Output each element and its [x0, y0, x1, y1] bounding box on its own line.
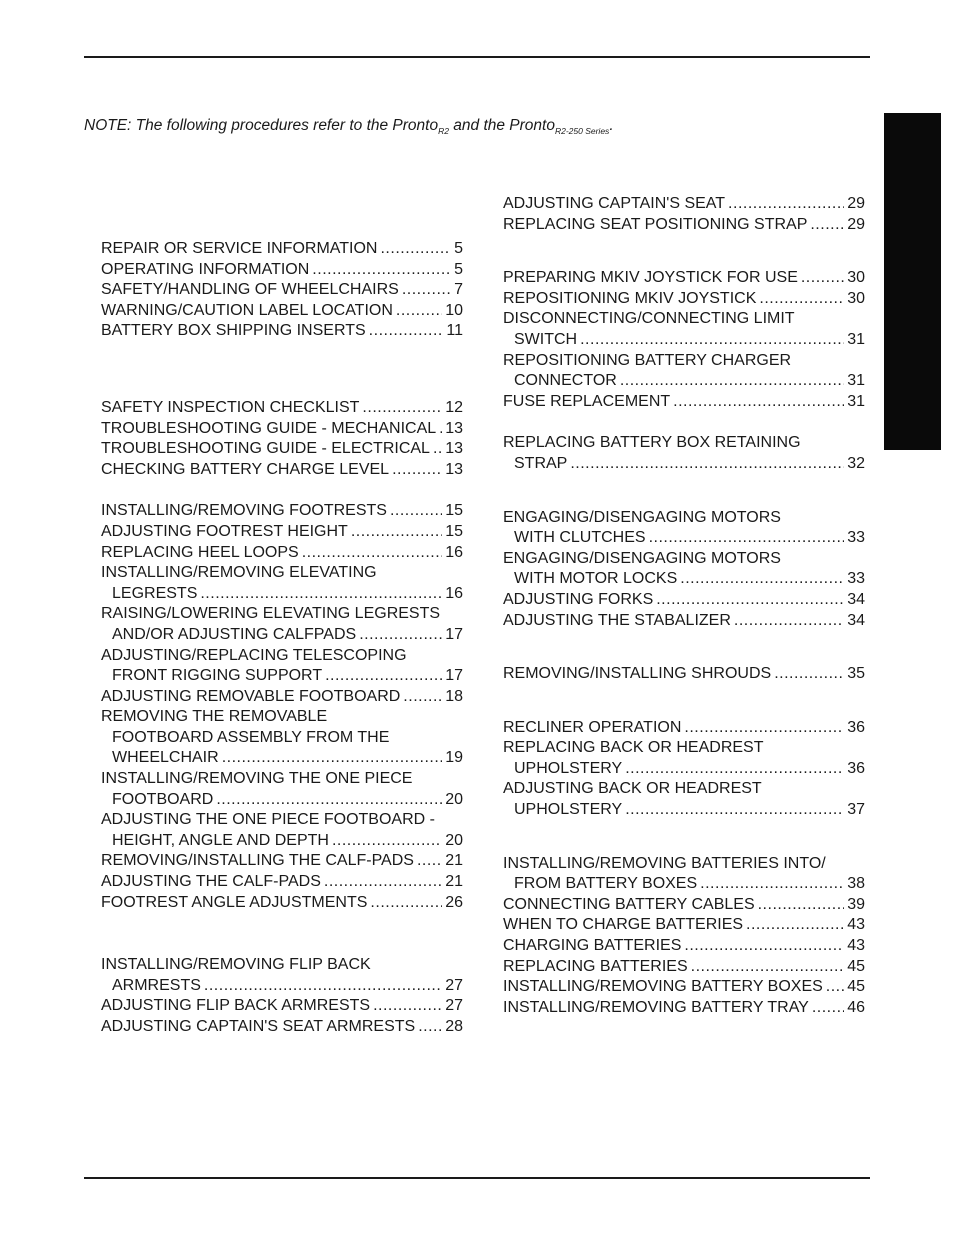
toc-entry[interactable] — [503, 854, 865, 895]
toc-entry-row — [101, 301, 463, 322]
toc-entry-title: TROUBLESHOOTING GUIDE - ELECTRICAL — [101, 440, 430, 458]
toc-entry[interactable] — [503, 998, 865, 1019]
toc-entry-title: CHECKING BATTERY CHARGE LEVEL — [101, 460, 390, 478]
toc-group — [503, 664, 865, 685]
toc-entry-row — [503, 759, 865, 780]
dot-leader — [620, 371, 844, 392]
toc-entry-title-line: DISCONNECTING/CONNECTING LIMIT — [503, 310, 795, 328]
toc-entry-title-line: REPOSITIONING BATTERY CHARGER — [503, 351, 792, 369]
toc-entry[interactable] — [101, 851, 463, 872]
toc-entry[interactable] — [101, 563, 463, 604]
toc-entry-row — [503, 528, 865, 549]
dot-leader — [369, 321, 444, 342]
dot-leader — [362, 398, 442, 419]
toc-page-number: 28 — [445, 1018, 463, 1035]
note-middle: and the Pronto — [448, 117, 555, 134]
toc-entry-title: HEIGHT, ANGLE AND DEPTH — [112, 831, 329, 849]
dot-leader — [392, 460, 442, 481]
toc-entry-title: SWITCH — [514, 330, 578, 348]
toc-entry-title: TROUBLESHOOTING GUIDE - MECHANICAL — [101, 419, 437, 437]
dot-leader — [439, 419, 442, 440]
toc-entry-row — [503, 800, 865, 821]
dot-leader — [433, 439, 442, 460]
toc-page-number: 5 — [454, 240, 463, 257]
note-prefix: NOTE: The following procedures refer to the Pronto — [84, 117, 439, 134]
toc-page-number: 33 — [847, 529, 865, 547]
toc-entry-row — [101, 280, 463, 301]
toc-entry[interactable] — [503, 957, 865, 978]
toc-group — [503, 268, 865, 412]
toc-entry[interactable] — [101, 687, 463, 708]
dot-leader — [351, 522, 442, 543]
toc-page-number: 45 — [847, 978, 865, 996]
toc-page-number: 39 — [847, 895, 865, 913]
toc-entry-row — [101, 398, 463, 419]
toc-page-number: 29 — [847, 195, 865, 212]
toc-entry[interactable] — [101, 1017, 463, 1038]
toc-page-number: 38 — [847, 875, 865, 893]
toc-page-number: 36 — [847, 759, 865, 777]
toc-entry[interactable] — [101, 996, 463, 1017]
toc-entry-title: UPHOLSTERY — [514, 759, 623, 777]
toc-entry-row — [503, 569, 865, 590]
dot-leader — [332, 831, 442, 852]
toc-entry[interactable] — [101, 321, 463, 342]
toc-page-number: 34 — [847, 590, 865, 608]
dot-leader — [359, 625, 442, 646]
toc-entry-row — [101, 522, 463, 543]
toc-entry-title: STRAP — [514, 454, 568, 472]
toc-entry-title: CONNECTOR — [514, 372, 617, 390]
dot-leader — [684, 718, 844, 739]
toc-entry-row — [503, 215, 865, 236]
toc-entry[interactable] — [101, 419, 463, 440]
toc-entry-row — [101, 748, 463, 769]
toc-entry-title: FOOTREST ANGLE ADJUSTMENTS — [101, 893, 368, 911]
toc-entry-title: ADJUSTING THE STABALIZER — [503, 611, 731, 629]
dot-leader — [402, 280, 451, 301]
dot-leader — [700, 874, 844, 895]
dot-leader — [625, 759, 844, 780]
toc-entry[interactable] — [503, 309, 865, 350]
dot-leader — [680, 569, 844, 590]
toc-entry[interactable] — [503, 215, 865, 236]
toc-entry-title-line: REPLACING BATTERY BOX RETAINING — [503, 434, 801, 452]
toc-entry-row — [503, 289, 865, 310]
toc-entry[interactable] — [101, 893, 463, 914]
toc-entry[interactable] — [503, 194, 865, 215]
dot-leader — [774, 664, 844, 685]
toc-entry[interactable] — [101, 707, 463, 769]
toc-entry-title: REPAIR OR SERVICE INFORMATION — [101, 240, 378, 257]
toc-entry-row — [101, 872, 463, 893]
toc-group — [503, 508, 865, 632]
dot-leader — [324, 872, 442, 893]
toc-entry-title: RECLINER OPERATION — [503, 718, 682, 736]
toc-entry-title-line: INSTALLING/REMOVING THE ONE PIECE — [101, 770, 413, 788]
toc-entry[interactable] — [503, 718, 865, 739]
toc-entry-row — [503, 590, 865, 611]
dot-leader — [302, 543, 443, 564]
toc-entry-row — [101, 851, 463, 872]
toc-entry[interactable] — [503, 289, 865, 310]
toc-entry-row — [101, 260, 463, 281]
toc-entry[interactable] — [503, 590, 865, 611]
toc-entry-title: WARNING/CAUTION LABEL LOCATION — [101, 301, 393, 319]
toc-entry-row — [101, 460, 463, 481]
toc-entry-title: ADJUSTING CAPTAIN'S SEAT — [503, 195, 726, 212]
toc-page-number: 26 — [445, 893, 463, 911]
toc-page-number: 15 — [445, 502, 463, 520]
toc-entry[interactable] — [503, 738, 865, 779]
toc-entry-title: SAFETY INSPECTION CHECKLIST — [101, 398, 360, 416]
toc-entry[interactable] — [101, 280, 463, 301]
toc-entry-row — [101, 543, 463, 564]
toc-entry[interactable] — [503, 779, 865, 820]
toc-group — [101, 239, 463, 342]
toc-entry-title-line: ADJUSTING THE ONE PIECE FOOTBOARD - — [101, 811, 435, 829]
toc-page-number: 32 — [847, 454, 865, 472]
toc-entry-title: OPERATING INFORMATION — [101, 260, 310, 278]
toc-entry-row — [503, 915, 865, 936]
dot-leader — [810, 215, 844, 236]
toc-entry-row — [503, 194, 865, 215]
toc-page-number: 31 — [847, 372, 865, 390]
toc-page-number: 43 — [847, 916, 865, 934]
toc-page-number: 17 — [445, 667, 463, 685]
toc-entry-title-line: REMOVING THE REMOVABLE — [101, 708, 328, 726]
toc-entry-title: REPLACING SEAT POSITIONING STRAP — [503, 215, 808, 233]
toc-page-number: 5 — [454, 260, 463, 278]
toc-page-number: 29 — [847, 215, 865, 233]
toc-entry[interactable] — [503, 351, 865, 392]
toc-entry-row — [101, 996, 463, 1017]
toc-entry-row — [101, 239, 463, 260]
toc-page-number: 34 — [847, 611, 865, 629]
toc-entry-row — [101, 790, 463, 811]
dot-leader — [204, 976, 442, 997]
toc-entry-title-line: INSTALLING/REMOVING BATTERIES INTO/ — [503, 854, 826, 872]
toc-page-number: 18 — [445, 687, 463, 705]
dot-leader — [656, 590, 844, 611]
dot-leader — [801, 268, 844, 289]
toc-entry-title: UPHOLSTERY — [514, 801, 623, 819]
toc-page-number: 43 — [847, 937, 865, 955]
toc-entry[interactable] — [101, 439, 463, 460]
dot-leader — [570, 454, 844, 475]
toc-entry[interactable] — [101, 260, 463, 281]
dot-leader — [580, 330, 844, 351]
toc-page-number: 27 — [445, 976, 463, 994]
toc-entry-row — [101, 893, 463, 914]
toc-entry-title: ADJUSTING FLIP BACK ARMRESTS — [101, 997, 371, 1015]
dot-leader — [396, 301, 442, 322]
toc-entry-row — [503, 330, 865, 351]
dot-leader — [684, 936, 844, 957]
note-subscript-2: R2-250 Series — [554, 126, 610, 136]
note-subscript-1: R2 — [438, 126, 449, 136]
toc-entry-title: PREPARING MKIV JOYSTICK FOR USE — [503, 269, 798, 287]
toc-entry[interactable] — [503, 392, 865, 413]
toc-entry-title: REMOVING/INSTALLING THE CALF-PADS — [101, 852, 414, 870]
toc-page-number: 37 — [847, 801, 865, 819]
note-suffix: . — [609, 117, 614, 134]
toc-page-number: 12 — [445, 398, 463, 416]
toc-entry-row — [101, 687, 463, 708]
toc-entry[interactable] — [503, 268, 865, 289]
dot-leader — [625, 800, 844, 821]
toc-entry-title-line: INSTALLING/REMOVING FLIP BACK — [101, 956, 371, 974]
toc-entry[interactable] — [503, 611, 865, 632]
toc-entry[interactable] — [101, 769, 463, 810]
toc-entry-row — [101, 666, 463, 687]
toc-entry[interactable] — [101, 460, 463, 481]
toc-entry[interactable] — [101, 604, 463, 645]
toc-page-number: 20 — [445, 790, 463, 808]
toc-entry-title-line: RAISING/LOWERING ELEVATING LEGRESTS — [101, 605, 441, 623]
toc-entry[interactable] — [503, 549, 865, 590]
toc-page-number: 17 — [445, 625, 463, 643]
toc-entry-title: REPLACING BATTERIES — [503, 957, 688, 975]
toc-group — [101, 955, 463, 1037]
toc-entry-row — [503, 268, 865, 289]
toc-entry-title: INSTALLING/REMOVING BATTERY BOXES — [503, 978, 823, 996]
dot-leader — [812, 998, 844, 1019]
toc-entry-row — [503, 664, 865, 685]
toc-entry-title: CHARGING BATTERIES — [503, 937, 682, 955]
toc-entry[interactable] — [503, 433, 865, 474]
toc-entry-row — [101, 831, 463, 852]
toc-page-number: 16 — [445, 584, 463, 602]
toc-entry-row — [503, 998, 865, 1019]
toc-entry-title: WITH MOTOR LOCKS — [514, 570, 678, 588]
toc-entry[interactable] — [503, 915, 865, 936]
toc-page-number: 30 — [847, 269, 865, 287]
toc-entry[interactable] — [101, 646, 463, 687]
toc-page-number: 30 — [847, 289, 865, 307]
toc-group — [503, 194, 865, 235]
toc-page-number: 21 — [445, 852, 463, 870]
toc-entry[interactable] — [101, 810, 463, 851]
toc-entry[interactable] — [101, 301, 463, 322]
toc-group — [503, 854, 865, 1019]
toc-group — [101, 501, 463, 913]
toc-entry-title: REPOSITIONING MKIV JOYSTICK — [503, 289, 757, 307]
toc-group — [101, 398, 463, 480]
toc-entry-title: INSTALLING/REMOVING FOOTRESTS — [101, 502, 387, 520]
toc-entry[interactable] — [503, 664, 865, 685]
toc-page-number: 15 — [445, 522, 463, 540]
toc-entry-row — [503, 957, 865, 978]
dot-leader — [728, 194, 844, 215]
toc-page-number: 11 — [446, 322, 463, 340]
toc-page-number: 46 — [847, 998, 865, 1016]
toc-entry[interactable] — [503, 895, 865, 916]
dot-leader — [325, 666, 442, 687]
dot-leader — [216, 790, 442, 811]
toc-entry-title: WITH CLUTCHES — [514, 529, 646, 547]
toc-entry-row — [101, 625, 463, 646]
bottom-rule — [84, 1177, 870, 1179]
toc-entry-title: ADJUSTING FORKS — [503, 590, 654, 608]
toc-entry-title: CONNECTING BATTERY CABLES — [503, 895, 755, 913]
dot-leader — [370, 893, 442, 914]
toc-group — [503, 718, 865, 821]
toc-entry-row — [101, 321, 463, 342]
toc-entry-row — [503, 718, 865, 739]
toc-page-number: 21 — [445, 873, 463, 891]
dot-leader — [403, 687, 442, 708]
toc-entry-row — [503, 454, 865, 475]
toc-entry-title: INSTALLING/REMOVING BATTERY TRAY — [503, 998, 809, 1016]
toc-entry-row — [503, 392, 865, 413]
toc-entry[interactable] — [101, 501, 463, 522]
toc-entry-title-line: REPLACING BACK OR HEADREST — [503, 739, 764, 757]
toc-entry-title: FOOTBOARD — [112, 790, 214, 808]
dot-leader — [691, 957, 845, 978]
toc-entry[interactable] — [101, 522, 463, 543]
toc-entry-title-line: ENGAGING/DISENGAGING MOTORS — [503, 508, 781, 526]
toc-page-number: 35 — [847, 665, 865, 683]
toc-entry-row — [101, 419, 463, 440]
toc-page-number: 13 — [445, 419, 463, 437]
toc-page-number: 20 — [445, 831, 463, 849]
dot-leader — [417, 851, 442, 872]
dot-leader — [759, 289, 844, 310]
top-rule — [84, 56, 870, 58]
toc-entry-title-line: ADJUSTING BACK OR HEADREST — [503, 780, 762, 798]
toc-entry-title-line: FOOTBOARD ASSEMBLY FROM THE — [112, 728, 390, 746]
toc-entry-row — [101, 976, 463, 997]
dot-leader — [758, 895, 845, 916]
toc-entry-title-line: INSTALLING/REMOVING ELEVATING — [101, 564, 377, 582]
toc-entry[interactable] — [101, 543, 463, 564]
toc-entry-title: FUSE REPLACEMENT — [503, 392, 671, 410]
toc-entry-title: FROM BATTERY BOXES — [514, 875, 698, 893]
toc-entry-row — [503, 977, 865, 998]
toc-page-number: 27 — [445, 997, 463, 1015]
toc-page-number: 45 — [847, 957, 865, 975]
toc-entry-row — [101, 439, 463, 460]
toc-entry-title: AND/OR ADJUSTING CALFPADS — [112, 625, 357, 643]
toc-entry-row — [101, 1017, 463, 1038]
dot-leader — [200, 584, 442, 605]
toc-entry-title: REPLACING HEEL LOOPS — [101, 543, 299, 561]
toc-page-number: 10 — [445, 301, 463, 319]
toc-entry[interactable] — [101, 398, 463, 419]
toc-entry-title: WHEN TO CHARGE BATTERIES — [503, 916, 744, 934]
toc-page-number: 33 — [847, 570, 865, 588]
dot-leader — [312, 260, 451, 281]
toc-entry[interactable] — [503, 508, 865, 549]
toc-entry-title: LEGRESTS — [112, 584, 198, 602]
toc-entry-title: ADJUSTING FOOTREST HEIGHT — [101, 522, 348, 540]
toc-entry-row — [101, 501, 463, 522]
dot-leader — [373, 996, 442, 1017]
toc-entry-title: ADJUSTING CAPTAIN'S SEAT ARMRESTS — [101, 1018, 416, 1035]
toc-entry-title: ADJUSTING REMOVABLE FOOTBOARD — [101, 687, 401, 705]
toc-page-number: 31 — [847, 392, 865, 410]
dot-leader — [418, 1017, 442, 1038]
toc-entry-title: WHEELCHAIR — [112, 749, 219, 767]
toc-entry[interactable] — [503, 977, 865, 998]
dot-leader — [826, 977, 844, 998]
section-tab — [884, 113, 941, 450]
dot-leader — [390, 501, 442, 522]
toc-entry-row — [503, 611, 865, 632]
toc-entry-row — [101, 584, 463, 605]
dot-leader — [746, 915, 844, 936]
toc-page-number: 13 — [445, 440, 463, 458]
toc-entry-title: REMOVING/INSTALLING SHROUDS — [503, 665, 772, 683]
toc-page-number: 16 — [445, 543, 463, 561]
toc-entry-title-line: ENGAGING/DISENGAGING MOTORS — [503, 549, 781, 567]
toc-entry-title: ADJUSTING THE CALF-PADS — [101, 873, 321, 891]
procedures-note — [84, 117, 614, 136]
toc-entry-row — [503, 936, 865, 957]
toc-entry[interactable] — [503, 936, 865, 957]
toc-entry-title: SAFETY/HANDLING OF WHEELCHAIRS — [101, 281, 399, 299]
toc-entry-title: ARMRESTS — [112, 976, 201, 994]
toc-page-number: 7 — [454, 281, 463, 299]
toc-entry-row — [503, 895, 865, 916]
toc-right-column — [503, 194, 865, 1018]
dot-leader — [380, 239, 451, 260]
dot-leader — [649, 528, 845, 549]
toc-entry-title: FRONT RIGGING SUPPORT — [112, 667, 323, 685]
toc-page-number: 13 — [445, 460, 463, 478]
toc-page-number: 19 — [445, 749, 463, 767]
toc-entry-row — [503, 874, 865, 895]
toc-group — [503, 433, 865, 474]
dot-leader — [673, 392, 844, 413]
toc-entry-title-line: ADJUSTING/REPLACING TELESCOPING — [101, 646, 407, 664]
dot-leader — [222, 748, 443, 769]
toc-entry[interactable] — [101, 239, 463, 260]
toc-entry[interactable] — [101, 872, 463, 893]
toc-entry-title: BATTERY BOX SHIPPING INSERTS — [101, 322, 366, 340]
toc-page-number: 36 — [847, 718, 865, 736]
dot-leader — [734, 611, 844, 632]
toc-entry[interactable] — [101, 955, 463, 996]
toc-entry-row — [503, 371, 865, 392]
toc-page-number: 31 — [847, 330, 865, 348]
toc-left-column — [101, 239, 463, 1038]
